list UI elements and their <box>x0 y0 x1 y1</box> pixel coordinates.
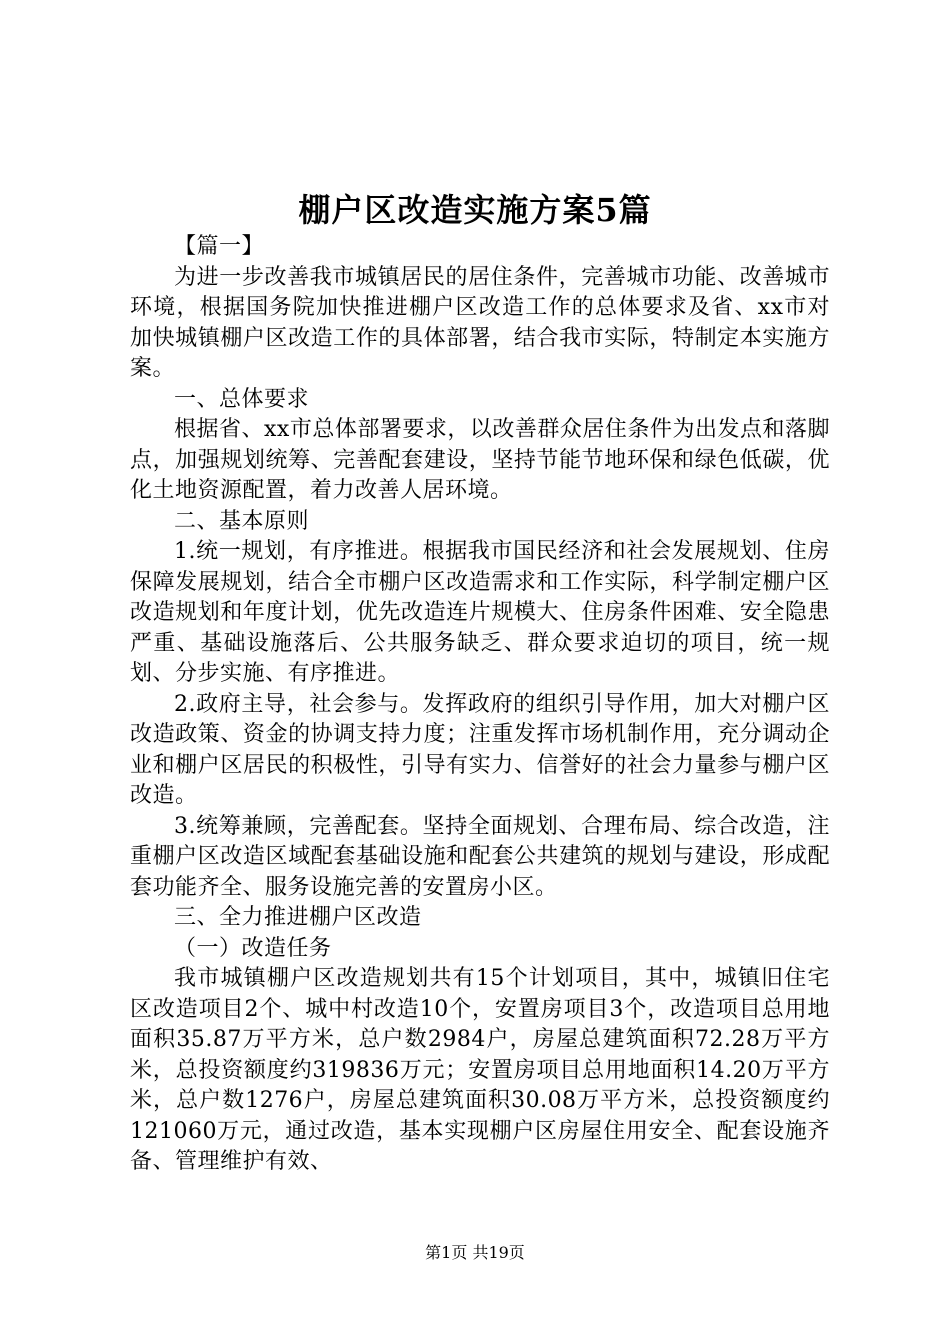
section-heading: 一、总体要求 <box>174 386 310 412</box>
paragraph: 1.统一规划，有序推进。根据我市国民经济和社会发展规划、住房保障发展规划，结合全市棚户区改造需求和工作实际，科学制定棚户区改造规划和年度计划，优先改造连片规模大、住房条件困难、安全隐患严重、基础设施落后、公共服务缺乏、群众要求迫切的项目，统一规划、分步实施、有序推进。 <box>130 539 830 686</box>
document-body <box>130 232 830 1178</box>
section-label: 【篇一】 <box>174 234 265 259</box>
paragraph: 为进一步改善我市城镇居民的居住条件，完善城市功能、改善城市环境，根据国务院加快推进棚户区改造工作的总体要求及省、xx市对加快城镇棚户区改造工作的具体部署，结合我市实际，特制定本实施方案。 <box>130 264 830 381</box>
paragraph: 2.政府主导，社会参与。发挥政府的组织引导作用，加大对棚户区改造政策、资金的协调支持力度；注重发挥市场机制作用，充分调动企业和棚户区居民的积极性，引导有实力、信誉好的社会力量参与棚户区改造。 <box>130 691 830 808</box>
document-title: 棚户区改造实施方案5篇 <box>298 191 652 229</box>
paragraph: 根据省、xx市总体部署要求，以改善群众居住条件为出发点和落脚点，加强规划统筹、完善配套建设，坚持节能节地环保和绿色低碳，优化土地资源配置，着力改善人居环境。 <box>130 417 830 503</box>
page-footer: 第1页 共19页 <box>425 1243 525 1262</box>
paragraph: 我市城镇棚户区改造规划共有15个计划项目，其中，城镇旧住宅区改造项目2个、城中村改造10个，安置房项目3个，改造项目总用地面积35.87万平方米，总户数2984户，房屋总建筑面积72.28万平方米，总投资额度约319836万元；安置房项目总用地面积14.20万平方米，总户数1276户，房屋总建筑面积30.08万平方米，总投资额度约121060万元，通过改造，基本实现棚户区房屋住用安全、配套设施齐备、管理维护有效、 <box>130 966 830 1174</box>
section-heading: 三、全力推进棚户区改造 <box>174 905 422 930</box>
paragraph: 3.统筹兼顾，完善配套。坚持全面规划、合理布局、综合改造，注重棚户区改造区域配套基础设施和配套公共建筑的规划与建设，形成配套功能齐全、服务设施完善的安置房小区。 <box>130 813 830 900</box>
subsection-heading: （一）改造任务 <box>174 935 332 961</box>
section-heading: 二、基本原则 <box>174 508 310 534</box>
